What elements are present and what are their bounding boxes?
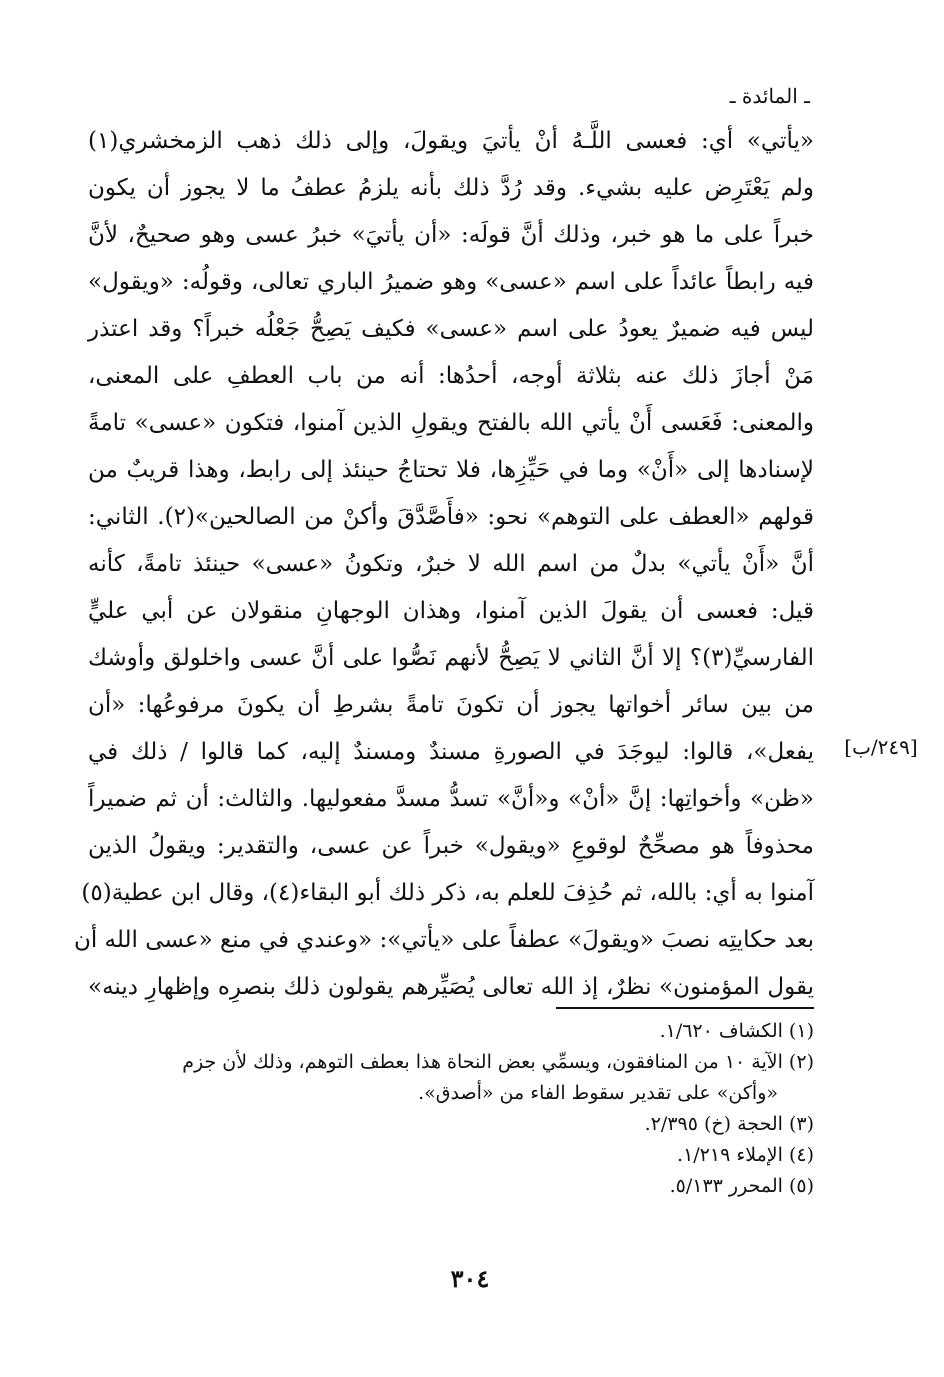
body-line: يقول المؤمنون» نظرٌ، إذ الله تعالى يُصَيِّرهم يقولون ذلك بنصرِه وإظهارِ دينه» [88, 974, 814, 1000]
body-line: والمعنى: فَعَسى أَنْ يأتي الله بالفتح ويقولِ الذين آمنوا، فتكون «عسى» تامةً [88, 410, 814, 436]
body-line: فيه رابطاً عائداً على اسم «عسى» وهو ضميرُ الباري تعالى، وقولُه: «ويقول» [88, 269, 814, 295]
body-line: خبراً على ما هو خبر، وذلك أنَّ قولَه: «أن يأتيَ» خبرُ عسى وهو صحيحٌ، لأنَّ [88, 222, 814, 248]
footnotes [88, 1017, 814, 1203]
body-line: مَنْ أجازَ ذلك عنه بثلاثة أوجه، أحدُها: أنه من باب العطفِ على المعنى، [88, 363, 814, 389]
footnote: (٣) الحجة (خ) ٢/٣٩٥. [644, 1113, 814, 1135]
footnote: (٤) الإملاء ١/٢١٩. [677, 1144, 814, 1166]
body-line: بعد حكايتِه نصبَ «ويقولَ» عطفاً على «يأتي»: «وعندي في منع «عسى الله أن [73, 927, 814, 953]
body-text [73, 118, 814, 1011]
footnote: (٢) الآية ١٠ من المنافقون، ويسمِّي بعض النحاة هذا بعطف التوهم، وذلك لأن جزم [182, 1051, 814, 1073]
footnote: (١) الكشاف ١/٦٢٠. [659, 1020, 814, 1042]
body-line: ولم يَعْتَرِض عليه بشيء. وقد رُدَّ ذلك بأنه يلزمُ عطفُ ما لا يجوز أن يكون [88, 175, 814, 201]
running-head: ـ المائدة ـ [729, 84, 810, 108]
footnote-continuation: «وأكن» على تقدير سقوط الفاء من «أصدق». [418, 1082, 778, 1104]
footnote-separator [556, 1007, 814, 1009]
body-line: قيل: فعسى أن يقولَ الذين آمنوا، وهذان الوجهانِ منقولان عن أبي عليٍّ [88, 598, 814, 624]
page-number: ٣٠٤ [450, 1264, 490, 1293]
body-line: آمنوا به أي: بالله، ثم حُذِفَ للعلم به، ذكر ذلك أبو البقاء(٤)، وقال ابن عطية(٥) [81, 880, 814, 906]
body-line: من بين سائر أخواتها يجوز أن تكونَ تامةً بشرطِ أن يكونَ مرفوعُها: «أن [88, 692, 814, 718]
body-line: يفعل»، قالوا: ليوجَدَ في الصورةِ مسندٌ ومسندٌ إليه، كما قالوا / ذلك في [88, 739, 814, 765]
body-line: الفارسيِّ(٣)؟ إلا أنَّ الثاني لا يَصِحُّ لأنهم نَصُّوا على أنَّ عسى واخلولق وأوشك [88, 645, 814, 671]
body-line: قولهم «العطف على التوهم» نحو: «فأَصَّدَّقَ وأكنْ من الصالحين»(٢). الثاني: [88, 504, 814, 530]
body-line: أنَّ «أَنْ يأتي» بدلٌ من اسم الله لا خبرٌ، وتكونُ «عسى» حينئذ تامةً، كأنه [88, 551, 814, 577]
body-line: «ظن» وأخواتِها: إنَّ «أنْ» و«أنَّ» تسدُّ مسدَّ مفعوليها. والثالث: أن ثم ضميراً [88, 786, 814, 812]
footnote: (٥) المحرر ٥/١٣٣. [669, 1175, 814, 1197]
body-line: محذوفاً هو مصحِّحٌ لوقوعِ «ويقول» خبراً عن عسى، والتقدير: ويقولُ الذين [88, 833, 814, 859]
margin-note: [٢٤٩/ب] [844, 735, 918, 759]
body-line: لإسنادها إلى «أَنْ» وما في حَيِّزِها، فلا تحتاجُ حينئذ إلى رابط، وهذا قريبٌ من [88, 457, 814, 483]
body-line: ليس فيه ضميرٌ يعودُ على اسم «عسى» فكيف يَصِحُّ جَعْلُه خبراً؟ وقد اعتذر [88, 316, 814, 342]
body-line: «يأتي» أي: فعسى اللَّـهُ أنْ يأتيَ ويقولَ، وإلى ذلك ذهب الزمخشري(١) [88, 128, 814, 154]
